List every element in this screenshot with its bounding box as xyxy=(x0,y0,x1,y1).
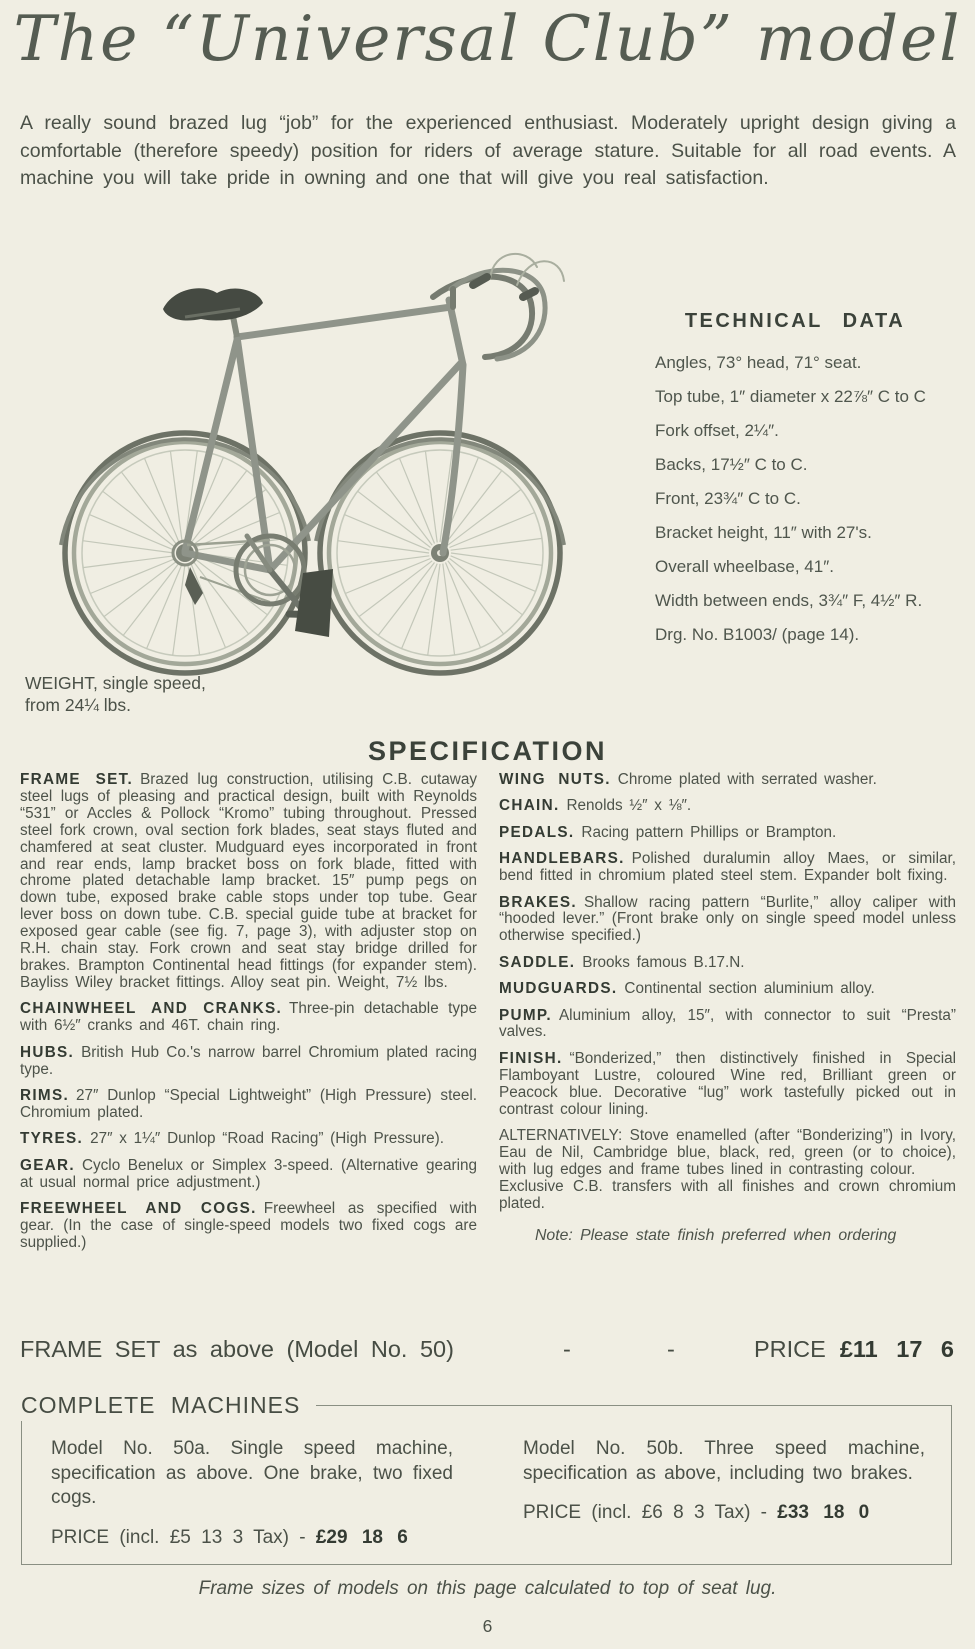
technical-data-list xyxy=(655,352,960,658)
machine-price-prefix: PRICE (incl. £6 8 3 Tax) - xyxy=(523,1502,778,1523)
machine-entry xyxy=(523,1437,925,1549)
spec-item: PUMP. Aluminium alloy, 15″, with connector to suit “Presta” valves. xyxy=(499,1006,956,1041)
tech-data-item: Fork offset, 2¼″. xyxy=(655,421,779,440)
tech-data-item: Width between ends, 3¾″ F, 4½″ R. xyxy=(655,591,923,610)
machine-entry xyxy=(51,1437,453,1549)
frameset-price xyxy=(754,1336,954,1363)
machine-price xyxy=(523,1502,925,1524)
tech-data-item: Backs, 17½″ C to C. xyxy=(655,455,808,474)
dash-separator: - xyxy=(563,1336,571,1362)
spec-item: TYRES. 27″ x 1¼″ Dunlop “Road Racing” (High Pressure). xyxy=(20,1130,445,1148)
tech-data-item: Overall wheelbase, 41″. xyxy=(655,557,834,576)
tech-data-item: Drg. No. B1003/ (page 14). xyxy=(655,625,860,644)
bicycle-illustration xyxy=(25,245,570,680)
spec-term: FINISH. xyxy=(499,1049,563,1067)
spec-item: PEDALS. Racing pattern Phillips or Brampton. xyxy=(499,823,837,841)
spec-item: CHAIN. Renolds ½″ x ⅛″. xyxy=(499,797,692,815)
spec-item: RIMS. 27″ Dunlop “Special Lightweight” (High Pressure) steel. Chromium plated. xyxy=(20,1086,477,1121)
handlebars xyxy=(433,254,564,359)
spec-item: SADDLE. Brooks famous B.17.N. xyxy=(499,953,745,971)
spec-term: CHAIN. xyxy=(499,797,560,815)
technical-data-heading: TECHNICAL DATA xyxy=(684,310,906,332)
spec-term: BRAKES. xyxy=(499,893,577,911)
spec-term: MUDGUARDS. xyxy=(499,980,618,998)
spec-term: FRAME SET. xyxy=(20,771,134,788)
spec-term: TYRES. xyxy=(20,1130,84,1148)
spec-item: CHAINWHEEL AND CRANKS. Three-pin detachable type with 6½″ cranks and 46T. chain ring. xyxy=(20,1000,477,1035)
page-title: The “Universal Club” model xyxy=(13,2,962,75)
spec-item: WING NUTS. Chrome plated with serrated washer. xyxy=(499,771,877,788)
spec-term: HUBS. xyxy=(20,1043,75,1061)
spec-item: MUDGUARDS. Continental section aluminium alloy. xyxy=(499,980,875,998)
spec-item: Note: Please state finish preferred when ordering xyxy=(535,1226,897,1244)
complete-machines-heading: COMPLETE MACHINES xyxy=(20,1392,316,1421)
spec-term: SADDLE. xyxy=(499,953,576,971)
spec-item: Exclusive C.B. transfers with all finishes and crown chromium plated. xyxy=(499,1177,956,1212)
spec-item: HUBS. British Hub Co.'s narrow barrel Chromium plated racing type. xyxy=(20,1043,477,1078)
weight-caption xyxy=(25,672,206,716)
dash-separator: - xyxy=(667,1336,675,1362)
tech-data-item: Bracket height, 11″ with 27's. xyxy=(655,523,872,542)
tech-data-item: Top tube, 1″ diameter x 22⅞″ C to C xyxy=(655,387,926,406)
tech-data-item: Front, 23¾″ C to C. xyxy=(655,489,801,508)
machine-price xyxy=(51,1527,453,1549)
complete-machines-list xyxy=(51,1437,931,1549)
machine-price-value: £29 18 6 xyxy=(315,1526,408,1548)
spec-item: FRAME SET. Brazed lug construction, utilising C.B. cutaway steel lugs of pleasing and practical design, built with Reynolds “531” or Accles & Pollock “Kromo” tubing throughout. Pressed steel fork crown, oval section fork blades, seat stays fluted and chamfered at seat cluster. Mudguard eyes incorporated in front and rear ends, lamp bracket boss on fork blade, fitted with chrome plated detachable lamp bracket. 15″ pump pegs on down tube, exposed brake cable stops under top tube. Gear lever boss on down tube. C.B. special guide tube at bracket for exposed gear cable (see fig. 7, page 3), with adjuster stop on R.H. chain stay. Fork crown and seat stay bridge drilled for brakes. Brampton Continental head fittings (for expander stem). Bayliss Wiley bracket fittings. Alloy seat pin. Weight, 7½ lbs. xyxy=(20,771,477,991)
tech-data-item: Angles, 73° head, 71° seat. xyxy=(655,353,862,372)
spec-item: ALTERNATIVELY: Stove enamelled (after “Bonderizing”) in Ivory, Eau de Nil, Cambridge blue, black, red, green (or to choice), with lug edges and frame tubes lined in contrasting colour. xyxy=(499,1127,956,1178)
weight-caption-line1: WEIGHT, single speed, xyxy=(25,673,206,693)
spec-term: RIMS. xyxy=(20,1086,69,1104)
spec-term: PEDALS. xyxy=(499,823,575,841)
rear-mudguard xyxy=(61,439,309,545)
spec-item: GEAR. Cyclo Benelux or Simplex 3-speed. (Alternative gearing at usual normal price adjustment.) xyxy=(20,1156,477,1191)
spec-item: FREEWHEEL AND COGS. Freewheel as specified with gear. (In the case of single-speed models two fixed cogs are supplied.) xyxy=(20,1199,477,1251)
spec-term: HANDLEBARS. xyxy=(499,850,625,868)
machine-price-value: £33 18 0 xyxy=(777,1502,870,1523)
front-mudguard xyxy=(316,439,564,545)
bicycle-photo xyxy=(25,245,570,680)
spec-left-column xyxy=(20,772,477,1261)
price-label: PRICE xyxy=(753,1336,826,1362)
price-value: £11 17 6 xyxy=(839,1336,954,1362)
spec-right-column xyxy=(499,772,956,1261)
spec-term: CHAINWHEEL AND CRANKS. xyxy=(20,1000,283,1018)
spec-item: BRAKES. Shallow racing pattern “Burlite,” alloy caliper with “hooded lever.” (Front brake only on single speed model unless otherwise specified.) xyxy=(499,893,956,945)
footer-note: Frame sizes of models on this page calculated to top of seat lug. xyxy=(198,1578,777,1599)
intro-paragraph: A really sound brazed lug “job” for the experienced enthusiast. Moderately upright design giving a comfortable (therefore speedy) position for riders of average stature. Suitable for all road events. A machine you will take pride in owning and one that will give you real satisfaction. xyxy=(20,112,956,189)
machine-description: Model No. 50a. Single speed machine, specification as above. One brake, two fixed cogs. xyxy=(51,1438,453,1508)
spec-term: FREEWHEEL AND COGS. xyxy=(20,1199,257,1217)
machine-price-prefix: PRICE (incl. £5 13 3 Tax) - xyxy=(51,1526,316,1548)
specification-heading: SPECIFICATION xyxy=(367,736,607,766)
spec-term: WING NUTS. xyxy=(499,771,611,788)
specification-columns xyxy=(20,772,956,1261)
machine-description: Model No. 50b. Three speed machine, specification as above, including two brakes. xyxy=(523,1438,925,1484)
weight-caption-line2: from 24¼ lbs. xyxy=(25,695,132,715)
frameset-price-row xyxy=(20,1336,956,1366)
spec-term: PUMP. xyxy=(499,1006,552,1024)
page-number: 6 xyxy=(482,1616,493,1636)
spec-item: FINISH. “Bonderized,” then distinctively finished in Special Flamboyant Lustre, coloured Wine red, Brilliant green or Peacock blue. Decorative “lug” work tastefully picked out in contrast colour lining. xyxy=(499,1049,956,1118)
spec-term: GEAR. xyxy=(20,1156,75,1174)
frameset-label: FRAME SET as above (Model No. 50) xyxy=(20,1336,454,1362)
saddle xyxy=(163,288,263,337)
spec-item: HANDLEBARS. Polished duralumin alloy Maes, or similar, bend fitted in chromium plated steel stem. Expander bolt fixing. xyxy=(499,850,956,885)
